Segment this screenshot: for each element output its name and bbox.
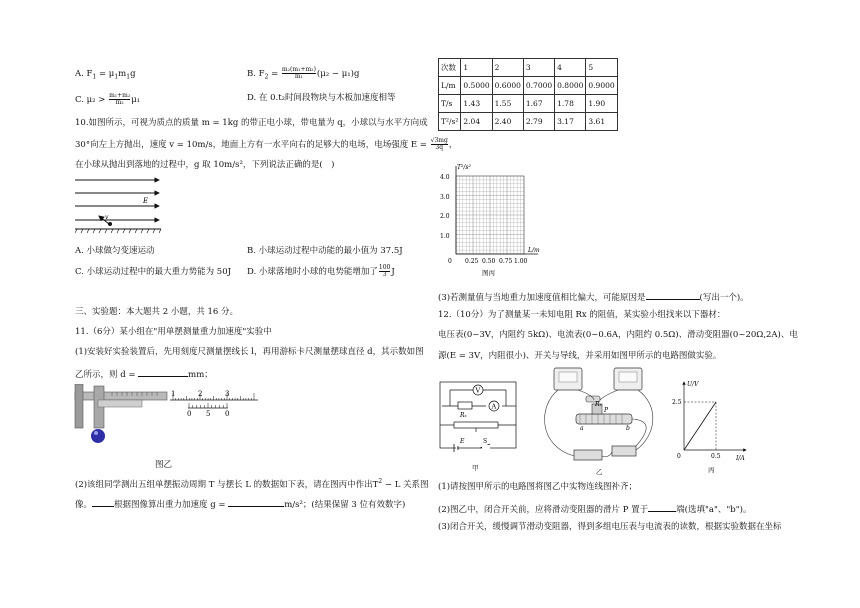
table-cell: 3 xyxy=(523,59,554,77)
vernier-caliper-figure xyxy=(72,384,170,450)
q11-title: 11.（6分）某小组在"用单摆测量重力加速度"实验中 xyxy=(75,327,272,337)
scale-bottom-label-2: 5 xyxy=(206,410,211,418)
q11-part2-line1: (2)该组同学测出五组单摆振动周期 T 与摆长 L 的数据如下表，请在图丙中作出$T^2 - L$ 关系图 xyxy=(75,478,429,490)
q10-line-2: 30°向左上方抛出，速度 v = 10m/s，地面上方有一水平向右的足够大的电场，电场强度 E = $\frac{√3mg}{3q}$ ， xyxy=(75,137,458,151)
table-cell: 4 xyxy=(555,59,586,77)
q12-line-1: 12.（10分）为了测量某一未知电阻 Rx 的阻值，某实验小组找来以下器材： xyxy=(438,310,726,320)
circuit-diagram-jia xyxy=(436,376,522,474)
table-cell: 5 xyxy=(586,59,617,77)
ui-xlabel: I/A xyxy=(736,455,745,462)
velocity-label-v: v xyxy=(105,214,109,221)
table-cell: 2 xyxy=(492,59,523,77)
graph-xtick-2: 0.50 xyxy=(482,258,496,265)
table-cell: 1.43 xyxy=(461,95,492,113)
scale-top-label-2: 2 xyxy=(198,390,203,398)
table-cell: T²/s² xyxy=(439,113,461,131)
graph-xlabel: L/m xyxy=(528,247,540,254)
graph-xtick-4: 1.00 xyxy=(514,258,528,265)
ui-xtick: 0.5 xyxy=(711,453,721,460)
photo-label-p: P xyxy=(604,407,609,414)
graph-xtick-3: 0.75 xyxy=(499,258,513,265)
photo-label-a: a xyxy=(580,425,584,432)
graph-ytick-3: 3.0 xyxy=(440,194,450,201)
q10-option-d: D. 小球落地时小球的电势能增加了 $\frac{100}{3}$ J xyxy=(247,264,395,278)
q10-option-c: C. 小球运动过程中的最大重力势能为 50J xyxy=(75,267,232,277)
table-cell: 3.17 xyxy=(555,113,586,131)
q11-part2-line2: 像。 根据图像算出重力加速度 g = m/s²；(结果保留 3 位有效数字) xyxy=(75,497,405,511)
table-cell: 1.78 xyxy=(555,95,586,113)
answer-blank-g[interactable] xyxy=(228,497,284,507)
table-cell: 3.61 xyxy=(586,113,617,131)
q10-line-1: 10.如图所示，可视为质点的质量 m = 1kg 的带正电小球，带电量为 q，小球以与水平方向成 xyxy=(75,118,428,128)
graph-ytick-2: 2.0 xyxy=(440,213,450,220)
field-label-e: E xyxy=(143,197,149,205)
ui-ylabel: U/V xyxy=(687,381,699,388)
q12-line-2: 电压表(0~3V，内阻约 5kΩ)、电流表(0~0.6A，内阻约 0.5Ω)、滑动变阻器(0~20Ω,2A)、电 xyxy=(438,330,798,340)
table-cell: 0.7000 xyxy=(523,77,554,95)
table-cell: 0.5000 xyxy=(461,77,492,95)
graph-ytick-1: 1.0 xyxy=(440,233,450,240)
answer-blank-graph[interactable] xyxy=(92,497,114,507)
q12-part1: (1)请按图甲所示的电路图将图乙中实物连线图补齐； xyxy=(438,482,638,492)
section-3-heading: 三、实验题：本大题共 2 小题，共 16 分。 xyxy=(75,307,239,317)
table-cell: 2.04 xyxy=(461,113,492,131)
option-b: B. $F_2$ = $\frac{\text{m₂(m₁+m₂)}}{\text{m₁}}$ (μ₂ − μ₁)g xyxy=(247,66,360,81)
option-c: C. μ₂ > $\frac{\text{m₁+m₂}}{\text{m₂}}$ μ₁ xyxy=(75,92,141,106)
source-label: E xyxy=(460,438,465,445)
table-header-row xyxy=(439,59,618,77)
table-cell: 1.90 xyxy=(586,95,617,113)
option-d: D. 在 0.t₂时间段物块与木板加速度相等 xyxy=(247,93,396,103)
table-row xyxy=(439,95,618,113)
option-a: A. $F_1 = \mu_1m_1g$ xyxy=(75,69,136,81)
table-cell: 0.9000 xyxy=(586,77,617,95)
caption-bing: 丙 xyxy=(708,466,715,474)
graph-ylabel: T²/s² xyxy=(457,164,471,171)
scale-top-label-1: 1 xyxy=(171,390,176,398)
figure-yi-caption: 图乙 xyxy=(155,460,173,470)
table-cell: 次数 xyxy=(439,59,461,77)
q12-line-3: 源(E = 3V，内阻很小)、开关与导线，并采用如图甲所示的电路图做实验。 xyxy=(438,351,722,361)
photo-label-b: b xyxy=(626,425,630,432)
answer-blank-reason[interactable] xyxy=(646,290,700,300)
graph-ytick-4: 4.0 xyxy=(440,174,450,181)
u-i-graph-bing xyxy=(672,378,754,476)
caption-jia: 甲 xyxy=(472,464,479,472)
ui-origin: 0 xyxy=(677,453,681,460)
scale-top-label-3: 3 xyxy=(225,390,230,398)
table-cell: 1 xyxy=(461,59,492,77)
graph-xtick-1: 0.25 xyxy=(465,258,479,265)
ui-ytick: 2.5 xyxy=(672,399,682,406)
apparatus-figure-yi xyxy=(538,366,664,478)
graph-caption: 图丙 xyxy=(482,269,495,277)
electric-field-figure xyxy=(75,174,165,236)
table-row xyxy=(439,113,618,131)
scale-bottom-label-3: 0 xyxy=(225,410,230,418)
table-cell: 2.40 xyxy=(492,113,523,131)
answer-blank-d[interactable] xyxy=(138,367,188,377)
table-cell: 0.8000 xyxy=(555,77,586,95)
pendulum-data-table xyxy=(438,58,618,131)
q11-part3: (3)若测量值与当地重力加速度值相比偏大，可能原因是 (写出一个)。 xyxy=(438,290,749,304)
q10-option-a: A. 小球做匀变速运动 xyxy=(75,246,155,256)
ammeter-label: A xyxy=(491,402,497,411)
table-cell: L/m xyxy=(439,77,461,95)
table-cell: 2.79 xyxy=(523,113,554,131)
q10-line-3: 在小球从抛出到落地的过程中，g 取 10m/s²，下列说法正确的是( ) xyxy=(75,160,335,170)
table-cell: T/s xyxy=(439,95,461,113)
scale-bottom-label-1: 0 xyxy=(187,410,192,418)
photo-label-rx: Rₓ xyxy=(595,401,602,408)
table-cell: 1.67 xyxy=(523,95,554,113)
q12-part2: (2)图乙中，闭合开关前，应将滑动变阻器的滑片 P 置于 端(选填"a"、"b")。 xyxy=(438,502,751,516)
voltmeter-label: V xyxy=(475,386,481,395)
rx-label: Rₓ xyxy=(460,412,467,419)
switch-label: S xyxy=(483,438,488,445)
q10-option-b: B. 小球运动过程中动能的最小值为 37.5J xyxy=(247,246,403,256)
q12-part3: (3)闭合开关，缓慢调节滑动变阻器，得到多组电压表与电流表的读数，根据实验数据在坐标 xyxy=(438,522,782,532)
table-cell: 1.55 xyxy=(492,95,523,113)
table-cell: 0.6000 xyxy=(492,77,523,95)
graph-origin: 0 xyxy=(448,258,452,265)
vernier-scale-figure xyxy=(168,390,260,418)
q11-part1-line2: 乙所示，则 d = mm； xyxy=(75,367,213,381)
t2-l-blank-graph xyxy=(438,162,546,280)
answer-blank-end[interactable] xyxy=(648,502,676,512)
caption-yi: 乙 xyxy=(596,468,603,476)
q11-part1-line1: (1)安装好实验装置后，先用刻度尺测量摆线长 l，再用游标卡尺测量摆球直径 d，其示数如图 xyxy=(75,347,424,357)
table-row xyxy=(439,77,618,95)
